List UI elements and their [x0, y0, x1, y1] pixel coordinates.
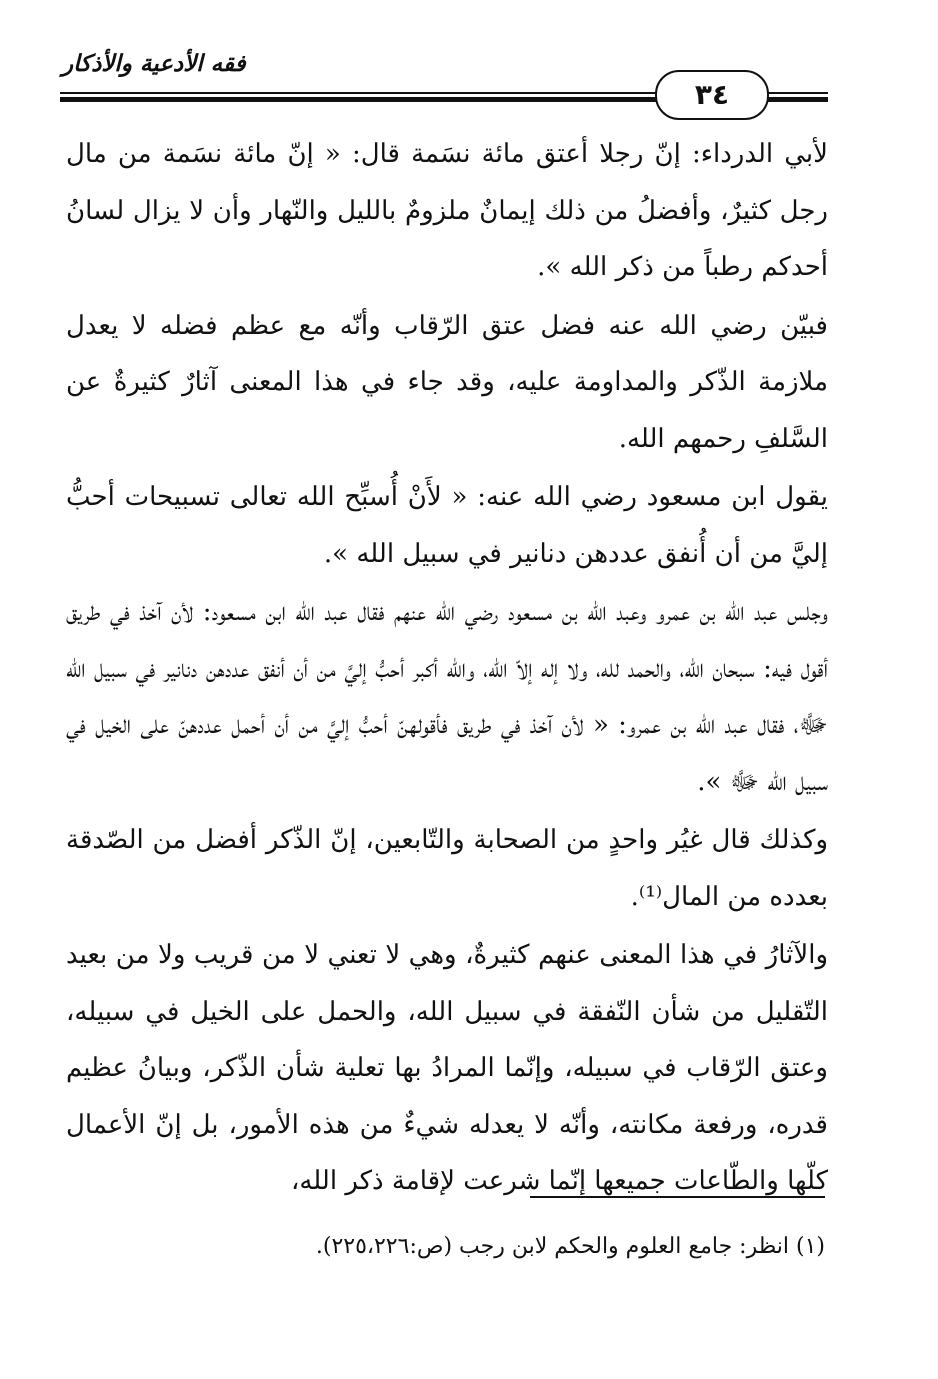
body-text	[66, 126, 828, 1210]
paragraph-3: يقول ابن مسعود رضي الله عنه: « لأَنْ أُسبِّح الله تعالى تسبيحات أحبُّ إليَّ من أن أُنفق عددهن دنانير في سبيل الله ».	[66, 482, 828, 569]
paragraph-2: فبيّن رضي الله عنه فضل عتق الرّقاب وأنّه مع عظم فضله لا يعدل ملازمة الذّكر والمداومة عليه، وقد جاء في هذا المعنى آثارٌ كثيرةٌ عن السَّلفِ رحمهم الله.	[66, 310, 828, 454]
page-number: ٣٤	[655, 70, 769, 120]
paragraph-6: والآثارُ في هذا المعنى عنهم كثيرةٌ، وهي لا تعني لا من قريب ولا من بعيد التّقليل من شأن النّفقة في سبيل الله، والحمل على الخيل في سبيله، وعتق الرّقاب في سبيله، وإنّما المرادُ بها تعلية شأن الذّكر، وبيانُ عظيم قدره، ورفعة مكانته، وأنّه لا يعدله شيءٌ من هذه الأمور، بل إنّ الأعمال كلّها والطّاعات جميعها إنّما شرعت لإقامة ذكر الله،	[66, 940, 828, 1196]
footnote: (١) انظر: جامع العلوم والحكم لابن رجب (ص:٢٢٥،٢٢٦).	[315, 1234, 825, 1259]
footnote-separator	[530, 1196, 825, 1198]
paragraph-4: وجلس عبد الله بن عمرو وعبد الله بن مسعود رضي الله عنهم فقال عبد الله ابن مسعود: لأن آخذ في طريق أقول فيه: سبحان الله، والحمد لله، ولا إله إلاّ الله، والله أكبر أحبُّ إليَّ من أن أنفق عددهن دنانير في سبيل الله ﷻ، فقال عبد الله بن عمرو: « لأن آخذ في طريق فأقولهنّ أحبُّ إليَّ من أن أحمل عددهنّ على الخيل في سبيل الله ﷻ ».	[66, 597, 828, 797]
paragraph-5: وكذلك قال غيُر واحدٍ من الصحابة والتّابعين، إنّ الذّكر أفضل من الصّدقة بعدده من المال⁽¹⁾.	[66, 825, 828, 912]
running-header-title: فقه الأدعية والأذكار	[62, 50, 246, 77]
paragraph-1: لأبي الدرداء: إنّ رجلا أعتق مائة نسَمة قال: « إنّ مائة نسَمة من مال رجل كثيرٌ، وأفضلُ من ذلك إيمانٌ ملزومٌ بالليل والنّهار وأن لا يزال لسانُ أحدكم رطباً من ذكر الله ».	[66, 139, 828, 282]
